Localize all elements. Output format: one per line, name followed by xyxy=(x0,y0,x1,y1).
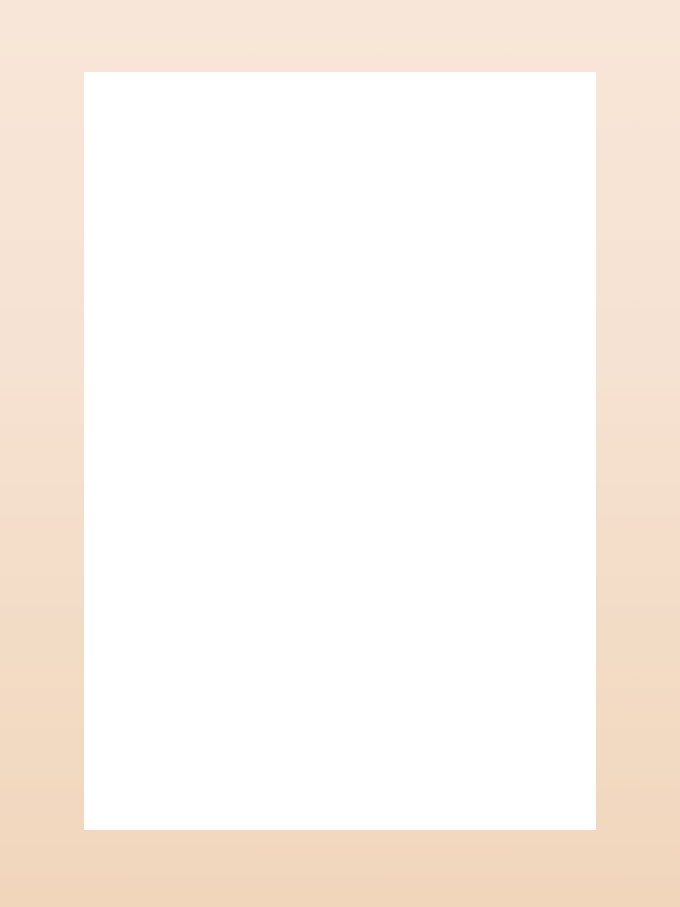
content-card xyxy=(84,72,596,830)
document-body xyxy=(84,72,596,89)
